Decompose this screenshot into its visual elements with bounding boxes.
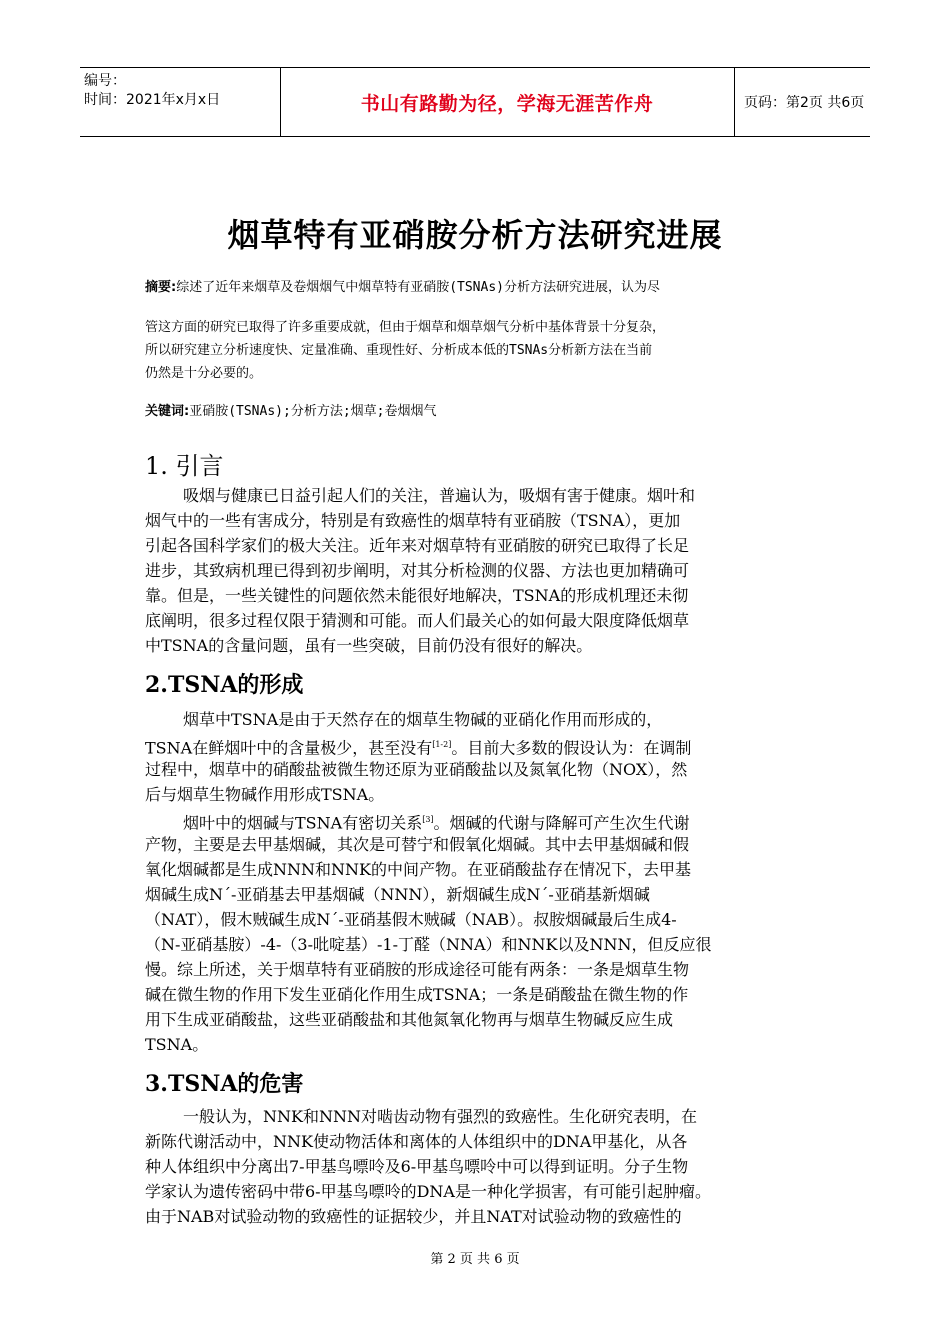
abstract-label: 摘要: — [145, 280, 177, 295]
paragraph-line: 靠。但是，一些关键性的问题依然未能很好地解决，TSNA的形成机理还未彻 — [145, 586, 689, 605]
paragraph-line: 新陈代谢活动中，NNK使动物活体和离体的人体组织中的DNA甲基化，从各 — [145, 1132, 688, 1151]
paragraph-line: 引起各国科学家们的极大关注。近年来对烟草特有亚硝胺的研究已取得了长足 — [145, 536, 690, 555]
paragraph-line: 烟叶中的烟碱与TSNA有密切关系[3]。烟碱的代谢与降解可产生次生代谢 — [183, 813, 690, 833]
section-heading: 2.TSNA的形成 — [145, 672, 304, 698]
time-label: 时间：2021年x月x日 — [84, 92, 221, 108]
paragraph-line: 烟气中的一些有害成分，特别是有致癌性的烟草特有亚硝胺（TSNA），更加 — [145, 511, 681, 530]
paragraph-line: 进步，其致病机理已得到初步阐明，对其分析检测的仪器、方法也更加精确可 — [145, 561, 690, 580]
abstract-line: 综述了近年来烟草及卷烟烟气中烟草特有亚硝胺(TSNAs)分析方法研究进展，认为尽 — [176, 280, 660, 295]
paragraph-line: TSNA。 — [145, 1035, 209, 1054]
paragraph-line: 烟草中TSNA是由于天然存在的烟草生物碱的亚硝化作用而形成的， — [183, 710, 663, 729]
document-title: 烟草特有亚硝胺分析方法研究进展 — [227, 216, 723, 254]
section-heading: 3.TSNA的危害 — [145, 1071, 304, 1097]
header-divider — [734, 68, 735, 136]
paragraph-line: 一般认为，NNK和NNN对啮齿动物有强烈的致癌性。生化研究表明，在 — [183, 1107, 697, 1126]
paragraph-line: TSNA在鲜烟叶中的含量极少，甚至没有[1-2]。目前大多数的假设认为：在调制 — [145, 738, 692, 758]
paragraph-line: 产物，主要是去甲基烟碱，其次是可替宁和假氧化烟碱。其中去甲基烟碱和假 — [145, 835, 690, 854]
citation: [1-2] — [432, 740, 452, 749]
paragraph-line: 吸烟与健康已日益引起人们的关注，普遍认为，吸烟有害于健康。烟叶和 — [183, 486, 696, 505]
paragraph-line: 用下生成亚硝酸盐，这些亚硝酸盐和其他氮氧化物再与烟草生物碱反应生成 — [145, 1010, 674, 1029]
abstract-line: 管这方面的研究已取得了许多重要成就，但由于烟草和烟草烟气分析中基体背景十分复杂， — [145, 320, 666, 335]
paragraph-line: 学家认为遗传密码中带6-甲基鸟嘌呤的DNA是一种化学损害，有可能引起肿瘤。 — [145, 1182, 711, 1201]
abstract-line: 仍然是十分必要的。 — [145, 366, 263, 381]
section-heading: 1. 引言 — [145, 452, 224, 480]
paragraph-line: 烟碱生成N´-亚硝基去甲基烟碱（NNN），新烟碱生成N´-亚硝基新烟碱 — [145, 885, 650, 904]
paragraph-line: 过程中，烟草中的硝酸盐被微生物还原为亚硝酸盐以及氮氧化物（NOX），然 — [145, 760, 688, 779]
keywords-text: 亚硝胺(TSNAs);分析方法;烟草;卷烟烟气 — [189, 404, 437, 419]
paragraph-line: 底阐明，很多过程仅限于猜测和可能。而人们最关心的如何最大限度降低烟草 — [145, 611, 690, 630]
paragraph-line: 种人体组织中分离出7-甲基鸟嘌呤及6-甲基鸟嘌呤中可以得到证明。分子生物 — [145, 1157, 689, 1176]
paragraph-line: 氧化烟碱都是生成NNN和NNK的中间产物。在亚硝酸盐存在情况下，去甲基 — [145, 860, 691, 879]
abstract-line: 所以研究建立分析速度快、定量准确、重现性好、分析成本低的TSNAs分析新方法在当前 — [145, 343, 653, 358]
paragraph-line: 中TSNA的含量问题，虽有一些突破，目前仍没有很好的解决。 — [145, 636, 593, 655]
paragraph-line: 后与烟草生物碱作用形成TSNA。 — [145, 785, 385, 804]
number-label: 编号： — [84, 73, 126, 89]
paragraph-line: （NAT），假木贼碱生成N´-亚硝基假木贼碱（NAB）。叔胺烟碱最后生成4- — [145, 910, 677, 929]
paragraph-line: 慢。综上所述，关于烟草特有亚硝胺的形成途径可能有两条：一条是烟草生物 — [145, 960, 690, 979]
page-header — [80, 67, 870, 137]
paragraph-line: 由于NAB对试验动物的致癌性的证据较少，并且NAT对试验动物的致癌性的 — [145, 1207, 682, 1226]
paragraph-line: （N-亚硝基胺）-4-（3-吡啶基）-1-丁醛（NNA）和NNK以及NNN，但反应很 — [145, 935, 712, 954]
header-meta — [84, 72, 280, 110]
header-page-info: 页码：第2页 共6页 — [744, 95, 865, 111]
citation: [3] — [422, 815, 434, 824]
header-motto: 书山有路勤为径，学海无涯苦作舟 — [360, 92, 654, 115]
keywords-label: 关键词: — [145, 404, 190, 419]
paragraph-line: 碱在微生物的作用下发生亚硝化作用生成TSNA；一条是硝酸盐在微生物的作 — [145, 985, 689, 1004]
page-footer: 第 2 页 共 6 页 — [430, 1252, 520, 1267]
